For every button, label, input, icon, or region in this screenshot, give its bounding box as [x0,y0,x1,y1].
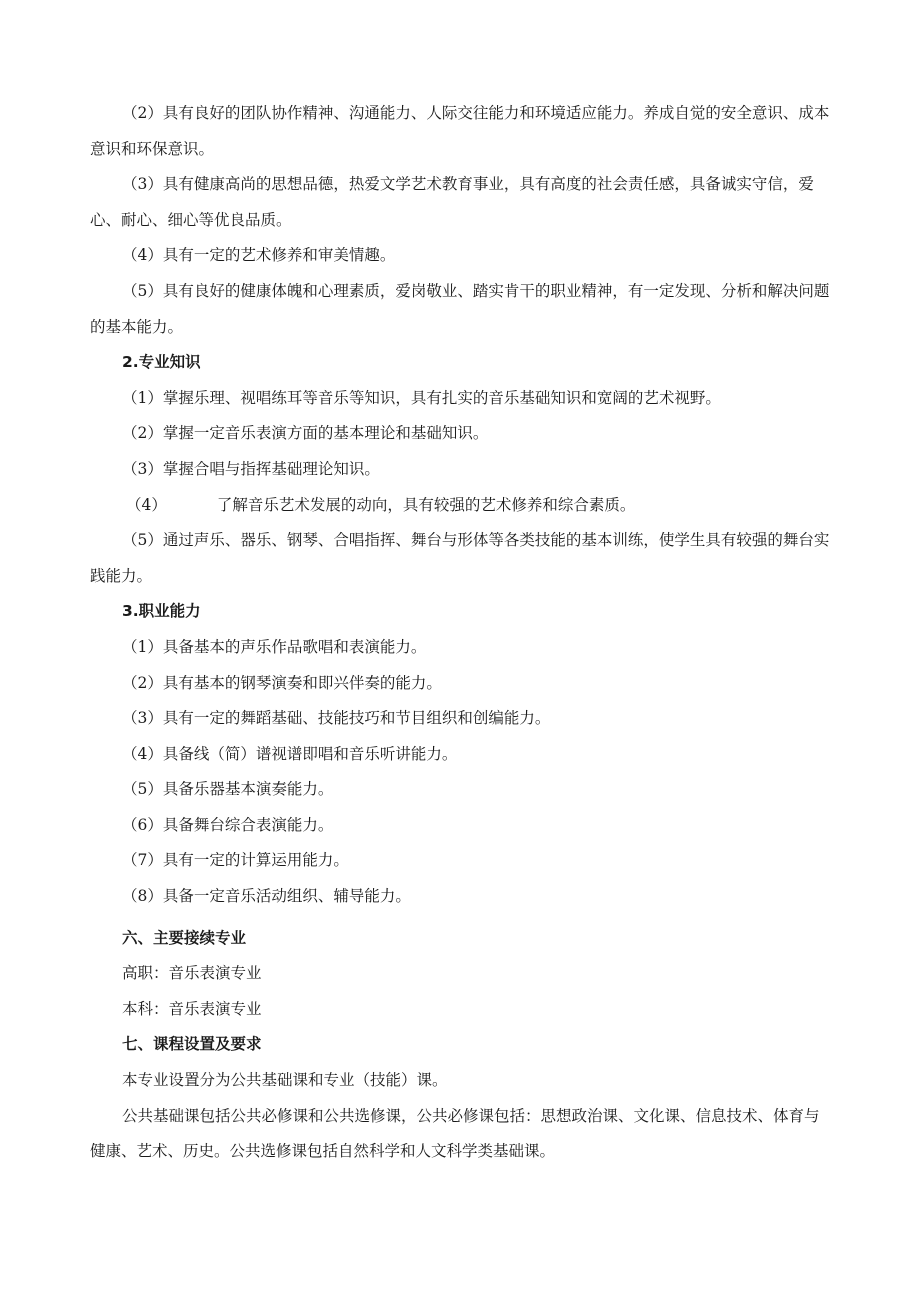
ability-item-3: （3）具有一定的舞蹈基础、技能技巧和节目组织和创编能力。 [122,709,551,728]
quality-item-5: （5）具有良好的健康体魄和心理素质，爱岗敬业、踏实肯干的职业精神，有一定发现、分析和解决问题的基本能力。 [90,281,830,336]
ability-item-5: （5）具备乐器基本演奏能力。 [122,780,334,799]
document-page [90,96,832,1170]
ability-item-8: （8）具备一定音乐活动组织、辅导能力。 [122,887,411,906]
continuation-vocational: 高职：音乐表演专业 [122,964,262,983]
ability-heading: 3.职业能力 [122,602,201,621]
knowledge-item-4-number: （4） [126,495,167,514]
ability-item-6: （6）具备舞台综合表演能力。 [122,815,334,834]
quality-item-4: （4）具有一定的艺术修养和审美情趣。 [122,246,396,265]
knowledge-item-4 [90,488,832,524]
continuation-undergraduate: 本科：音乐表演专业 [122,999,262,1018]
knowledge-item-3: （3）掌握合唱与指挥基础理论知识。 [122,459,380,478]
curriculum-para-2: 公共基础课包括公共必修课和公共选修课，公共必修课包括：思想政治课、文化课、信息技术、体育与健康、艺术、历史。公共选修课包括自然科学和人文科学类基础课。 [90,1106,820,1161]
knowledge-heading: 2.专业知识 [122,353,201,372]
knowledge-item-2: （2）掌握一定音乐表演方面的基本理论和基础知识。 [122,424,489,443]
curriculum-para-1: 本专业设置分为公共基础课和专业（技能）课。 [122,1071,448,1090]
knowledge-item-4-text: 了解音乐艺术发展的动向，具有较强的艺术修养和综合素质。 [216,495,636,514]
ability-item-4: （4）具备线（简）谱视谱即唱和音乐听讲能力。 [122,744,458,763]
curriculum-heading: 七、课程设置及要求 [122,1035,262,1054]
ability-item-1: （1）具备基本的声乐作品歌唱和表演能力。 [122,637,427,656]
ability-item-2: （2）具有基本的钢琴演奏和即兴伴奏的能力。 [122,673,442,692]
knowledge-item-1: （1）掌握乐理、视唱练耳等音乐等知识，具有扎实的音乐基础知识和宽阔的艺术视野。 [122,388,721,407]
quality-item-3: （3）具有健康高尚的思想品德，热爱文学艺术教育事业，具有高度的社会责任感，具备诚实守信，爱心、耐心、细心等优良品质。 [90,175,814,229]
quality-item-2: （2）具有良好的团队协作精神、沟通能力、人际交往能力和环境适应能力。养成自觉的安全意识、成本意识和环保意识。 [90,104,830,158]
ability-item-7: （7）具有一定的计算运用能力。 [122,851,349,870]
continuation-heading: 六、主要接续专业 [122,928,247,947]
knowledge-item-5: （5）通过声乐、器乐、钢琴、合唱指挥、舞台与形体等各类技能的基本训练，使学生具有较强的舞台实践能力。 [90,531,830,585]
